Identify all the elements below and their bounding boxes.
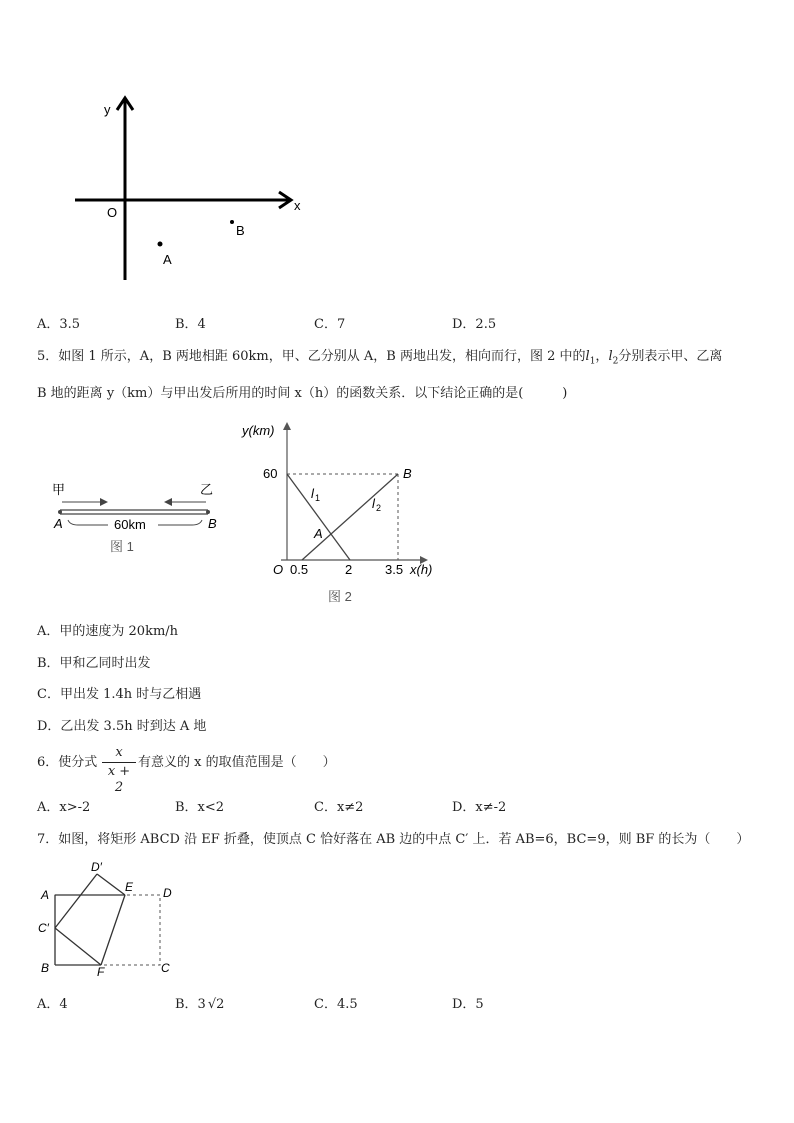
q5-option-d[interactable]: D．乙出发 3.5h 时到达 A 地 <box>37 719 207 734</box>
fig1-jia-label: 甲 <box>52 482 66 497</box>
q6-prefix: 6．使分式 <box>37 755 98 770</box>
q7-option-d[interactable]: D．5 <box>452 997 484 1012</box>
q7-fold-ef <box>101 895 125 965</box>
q4-option-c[interactable]: C．7 <box>314 317 346 332</box>
q7-label-a: A <box>41 888 50 902</box>
q7-option-c[interactable]: C．4.5 <box>314 997 358 1012</box>
q6-option-b[interactable]: B．x<2 <box>175 800 225 815</box>
q4-option-d[interactable]: D．2.5 <box>452 317 497 332</box>
fig2-l2-sub: 2 <box>376 503 382 513</box>
q4-option-b[interactable]: B．4 <box>175 317 206 332</box>
fig2-tick-3-5: 3.5 <box>385 562 404 577</box>
fig1-distance-label: 60km <box>114 517 146 532</box>
fig2-tick-0-5: 0.5 <box>290 562 309 577</box>
q7-option-a[interactable]: A．4 <box>37 997 68 1012</box>
fig2-l1-label: l <box>311 486 314 501</box>
q7-text: 7．如图，将矩形 ABCD 沿 EF 折叠，使顶点 C 恰好落在 AB 边的中点 C′ 上．若 AB=6，BC=9，则 BF 的长为（ ） <box>37 832 750 847</box>
q6-denominator: x + 2 <box>107 764 131 795</box>
q5-option-b[interactable]: B．甲和乙同时出发 <box>37 656 151 671</box>
fig1-a-label: A <box>54 516 63 531</box>
q5-text-line2: B 地的距离 y（km）与甲出发后所用的时间 x（h）的函数关系．以下结论正确的是( ) <box>37 386 568 401</box>
q7-label-d-prime: D′ <box>91 860 102 874</box>
coordinate-figure <box>60 90 320 290</box>
q7-rect-dashed <box>55 895 160 965</box>
point-a-label: A <box>163 252 172 267</box>
fig1-arrow-right-head <box>100 498 108 506</box>
q7-label-c-prime: C′ <box>38 921 49 935</box>
l1-symbol: l <box>585 349 590 364</box>
fig1-point-b <box>206 510 210 514</box>
q6-fraction-bar <box>102 762 136 763</box>
fig2-line-l1 <box>287 474 350 560</box>
q7-option-b[interactable] <box>175 993 224 1012</box>
l2-subscript: 2 <box>612 356 619 367</box>
q7-option-b-label: B．3 <box>175 997 206 1012</box>
y-axis-label: y <box>104 102 111 117</box>
q5-option-c[interactable]: C．甲出发 1.4h 时与乙相遇 <box>37 687 202 702</box>
q5-line1-head: 5．如图 1 所示，A，B 两地相距 60km，甲、乙分别从 A，B 两地出发，相向而行，图 2 中的 <box>37 349 586 364</box>
q6-numerator: x <box>115 745 123 760</box>
q7-figure <box>35 855 185 980</box>
q7-label-f: F <box>97 965 105 979</box>
q6-option-a[interactable]: A．x>-2 <box>37 800 91 815</box>
fig1-point-a <box>58 510 62 514</box>
q5-line1-tail: 分别表示甲、乙离 <box>618 349 723 364</box>
q5-figure-1 <box>50 478 230 558</box>
q6-option-c[interactable]: C．x≠2 <box>314 800 364 815</box>
q7-label-c: C <box>161 961 170 975</box>
fig2-caption: 图 2 <box>328 589 352 604</box>
q5-text-line1 <box>37 349 722 370</box>
q5-option-a[interactable]: A．甲的速度为 20km/h <box>37 624 179 639</box>
q7-label-e: E <box>125 880 134 894</box>
fig1-arrow-left-head <box>164 498 172 506</box>
q7-label-d: D <box>163 886 172 900</box>
q7-label-b: B <box>41 961 50 975</box>
l1-subscript: 1 <box>589 356 596 367</box>
q5-figure-2 <box>236 420 448 610</box>
fig2-l1-sub: 1 <box>315 493 321 503</box>
fig2-x-label: x(h) <box>410 562 433 577</box>
point-b-label: B <box>236 223 245 238</box>
q6-option-d[interactable]: D．x≠-2 <box>452 800 507 815</box>
q7-line-cf <box>55 928 101 965</box>
q7-line-cd <box>55 874 97 928</box>
fig2-tick-2: 2 <box>345 562 353 577</box>
point-a <box>158 242 163 247</box>
fig2-origin-label: O <box>273 562 284 577</box>
fig2-y-arrow <box>283 422 291 430</box>
point-b <box>230 220 234 224</box>
fig1-brace-right <box>158 520 202 525</box>
x-axis-label: x <box>294 198 301 213</box>
q4-option-a[interactable]: A．3.5 <box>37 317 81 332</box>
fig2-point-b-label: B <box>403 466 412 481</box>
q6-suffix: 有意义的 x 的取值范围是（ ） <box>138 755 336 770</box>
fig1-brace-left <box>68 520 108 525</box>
fig1-yi-label: 乙 <box>200 482 214 497</box>
origin-label: O <box>107 205 118 220</box>
l2-symbol: l <box>608 349 613 364</box>
q6-fraction <box>102 745 136 795</box>
q5-comma: ， <box>595 349 609 364</box>
fig2-point-a-label: A <box>314 526 323 541</box>
fig2-line-l2 <box>302 474 398 560</box>
q7-line-de <box>97 874 125 895</box>
fig2-tick-60: 60 <box>263 466 278 481</box>
fig2-l2-label: l <box>372 496 375 511</box>
fig2-y-label: y(km) <box>242 423 275 438</box>
fig1-b-label: B <box>208 516 217 531</box>
fig1-caption: 图 1 <box>110 539 134 554</box>
q7-option-b-radical: √2 <box>207 997 225 1012</box>
